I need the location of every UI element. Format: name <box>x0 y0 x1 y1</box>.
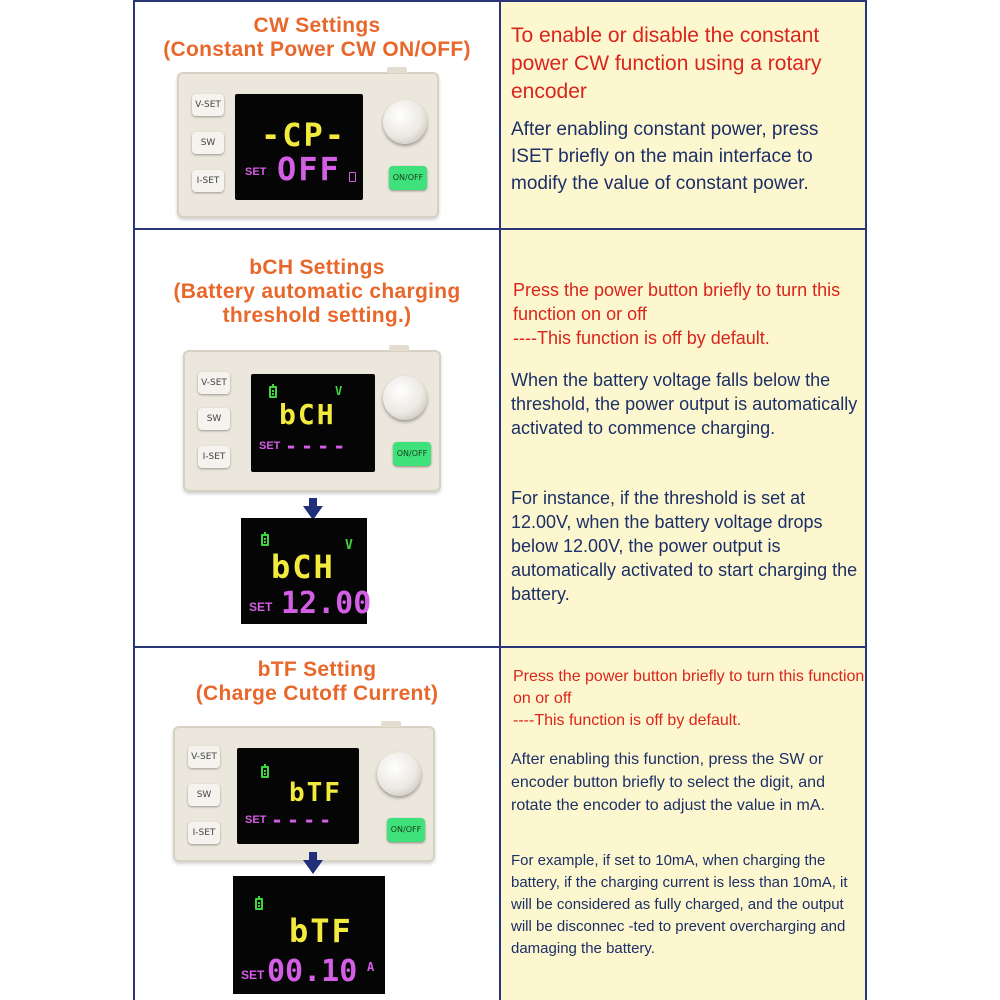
sw-button[interactable]: SW <box>192 132 224 154</box>
btf-desc-red-2: ----This function is off by default. <box>513 712 742 729</box>
cw-desc-red: To enable or disable the constant power CW function using a rotary encoder <box>511 24 822 103</box>
vset-button[interactable]: V-SET <box>198 372 230 394</box>
bch-zoom-screen <box>241 518 372 624</box>
lock-icon <box>349 172 356 182</box>
bch-device <box>183 350 441 492</box>
battery-icon <box>261 766 269 778</box>
btf-zoom-set-label: SET <box>241 968 265 982</box>
bch-desc-navy-1: When the battery voltage falls below the threshold, the power output is automatically activated to commence charging. <box>511 370 858 438</box>
onoff-button[interactable]: ON/OFF <box>393 442 431 466</box>
cw-desc-navy: After enabling constant power, press ISET briefly on the main interface to modify the value of constant power. <box>511 119 819 194</box>
bch-title-line1: bCH Settings <box>249 256 385 279</box>
battery-icon <box>255 898 263 910</box>
bch-zoom-unit: V <box>345 538 355 553</box>
down-arrow-icon <box>303 860 323 874</box>
btf-zoom-screen <box>233 876 385 994</box>
sw-button[interactable]: SW <box>198 408 230 430</box>
iset-button[interactable]: I-SET <box>188 822 220 844</box>
bch-zoom-bottom: 12.00 <box>281 586 372 621</box>
cw-title-line2: (Constant Power CW ON/OFF) <box>163 38 471 61</box>
cw-device <box>177 72 439 218</box>
rotary-encoder-knob[interactable] <box>383 100 427 144</box>
btf-lcd-screen <box>237 748 359 844</box>
btf-left-cell <box>135 648 499 1000</box>
cw-left-cell <box>135 2 499 228</box>
btf-zoom-bottom: 00.10 <box>267 954 358 989</box>
battery-icon <box>269 386 277 398</box>
cw-title-line1: CW Settings <box>253 14 381 37</box>
onoff-button[interactable]: ON/OFF <box>389 166 427 190</box>
bch-display-top: bCH <box>279 398 336 431</box>
cw-right-cell <box>499 2 865 228</box>
bch-zoom-top: bCH <box>271 548 335 586</box>
btf-set-label: SET <box>245 814 267 826</box>
cw-section <box>135 2 865 230</box>
cw-display-bottom: OFF <box>277 150 341 188</box>
onoff-button[interactable]: ON/OFF <box>387 818 425 842</box>
btf-title-line2: (Charge Cutoff Current) <box>195 682 439 705</box>
bch-title-line2: (Battery automatic charging <box>173 280 461 303</box>
bch-right-cell <box>499 230 865 646</box>
bch-desc-red-2: ----This function is off by default. <box>513 328 770 348</box>
btf-right-cell <box>499 648 865 1000</box>
bch-display-bottom: ---- <box>285 434 350 458</box>
cw-display-top: -CP- <box>261 116 347 154</box>
bch-title <box>135 256 499 328</box>
btf-desc-navy-1: After enabling this function, press the SW or encoder button briefly to select the digit, and rotate the encoder to adjust the value in mA. <box>511 751 825 814</box>
bch-unit-label: V <box>335 384 345 398</box>
iset-button[interactable]: I-SET <box>192 170 224 192</box>
rotary-encoder-knob[interactable] <box>377 752 421 796</box>
bch-set-label: SET <box>259 440 281 452</box>
bch-zoom-set-label: SET <box>249 600 273 614</box>
bch-title-line3: threshold setting.) <box>222 304 412 327</box>
bch-desc-navy-2: For instance, if the threshold is set at 12.00V, when the battery voltage drops below 12.00V, the power output is automatically activated to start charging the battery. <box>511 488 858 604</box>
vset-button[interactable]: V-SET <box>188 746 220 768</box>
btf-desc-red-1: Press the power button briefly to turn this function on or off <box>513 668 865 707</box>
vset-button[interactable]: V-SET <box>192 94 224 116</box>
bch-lcd-screen <box>251 374 375 472</box>
cw-lcd-screen <box>235 94 363 200</box>
bch-desc-red-1: Press the power button briefly to turn this function on or off <box>513 280 841 324</box>
cw-set-label: SET <box>245 166 267 178</box>
info-sheet <box>133 0 867 1000</box>
btf-display-bottom: ---- <box>271 808 336 832</box>
btf-display-top: bTF <box>289 778 342 808</box>
bch-section <box>135 230 865 648</box>
btf-title <box>135 658 499 706</box>
iset-button[interactable]: I-SET <box>198 446 230 468</box>
btf-zoom-unit: A <box>367 960 377 974</box>
rotary-encoder-knob[interactable] <box>383 376 427 420</box>
bch-left-cell <box>135 230 499 646</box>
sw-button[interactable]: SW <box>188 784 220 806</box>
btf-zoom-top: bTF <box>289 912 353 950</box>
btf-section <box>135 648 865 1000</box>
cw-title <box>135 14 499 62</box>
btf-desc-navy-2: For example, if set to 10mA, when charging the battery, if the charging current is less than 10mA, it will be considered as fully charged, and the output will be disconnec -ted to prevent overcharging and damaging the battery. <box>511 852 848 957</box>
btf-title-line1: bTF Setting <box>257 658 377 681</box>
btf-device <box>173 726 435 862</box>
battery-icon <box>261 534 269 546</box>
